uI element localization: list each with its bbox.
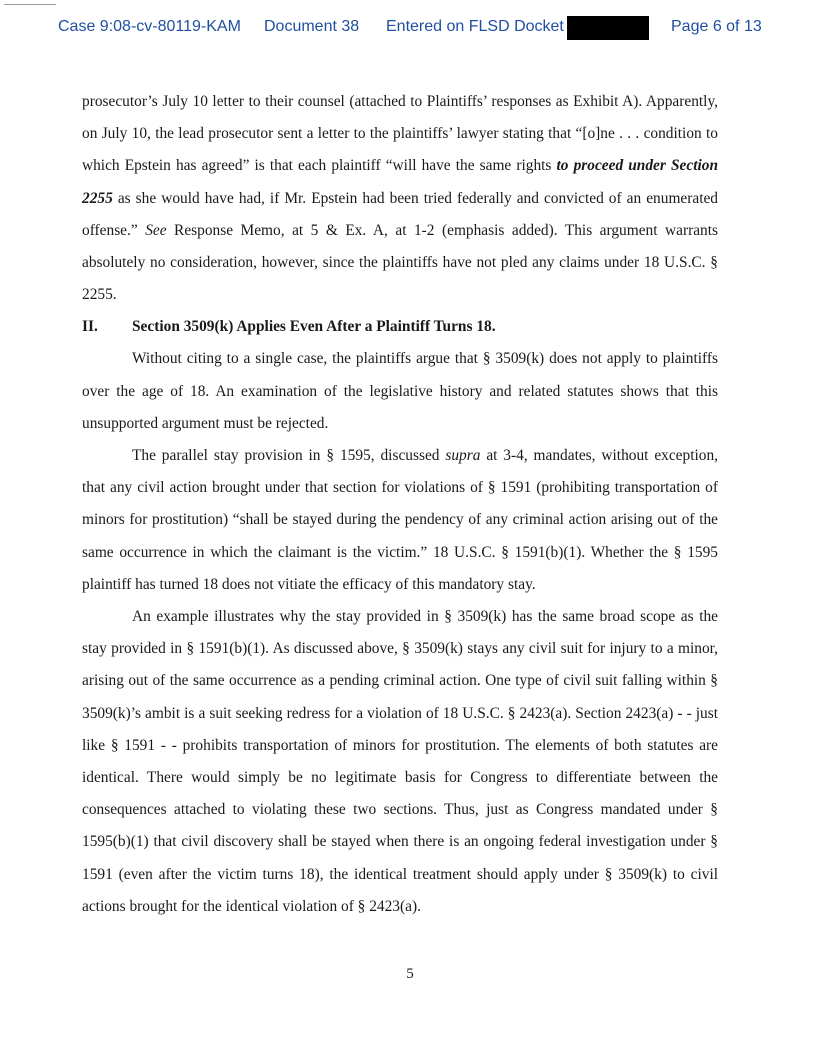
- paragraph-3-supra: supra: [445, 447, 481, 465]
- case-number: Case 9:08-cv-80119-KAM: [58, 18, 241, 35]
- paragraph-4: An example illustrates why the stay provided in § 3509(k) has the same broad scope as the stay provided in § 1591(b)(1). As discussed above, § 3509(k) stays any civil suit for injury to a minor, arising out of the same occurrence as a pending criminal action. One type of civil suit falling within § 3509(k)’s ambit is a suit seeking redress for a violation of 18 U.S.C. § 2423(a). Section 2423(a) - - just like § 1591 - - prohibits transportation of minors for prostitution. The elements of both statutes are identical. There would simply be no legitimate basis for Congress to differentiate between the consequences attached to violating these two sections. Thus, just as Congress mandated under § 1595(b)(1) that civil discovery shall be stayed when there is an ongoing federal investigation under § 1591 (even after the victim turns 18), the identical treatment should apply under § 3509(k) to civil actions brought for the identical violation of § 2423(a).: [82, 608, 718, 915]
- paragraph-3-text-a: The parallel stay provision in § 1595, discussed: [132, 447, 446, 465]
- paragraph-1-text-a: prosecutor’s July 10 letter to their counsel (attached to Plaintiffs’ responses as Exhibit A). Apparently, on July 10, the lead prosecutor sent a letter to the plaintiffs’ lawyer stating that “[o]ne . . . condition to which Epstein has agreed” is that each plaintiff “will have the same rights: [82, 93, 718, 175]
- paragraph-3: [82, 440, 718, 601]
- paragraph-1: [82, 86, 718, 311]
- paragraph-1-emphasis: to proceed under Section 2255: [82, 157, 719, 207]
- page-number: 5: [406, 966, 414, 982]
- paragraph-1-text-c: Response Memo, at 5 & Ex. A, at 1-2 (emphasis added). This argument warrants absolutely no consideration, however, since the plaintiffs have not pled any claims under 18 U.S.C. § 2255.: [82, 221, 719, 304]
- paragraph-1-text-b: as she would have had, if Mr. Epstein had been tried federally and convicted of an enumerated offense.”: [82, 189, 718, 239]
- document-number: Document 38: [264, 18, 360, 35]
- paragraph-2: Without citing to a single case, the plaintiffs argue that § 3509(k) does not apply to plaintiffs over the age of 18. An examination of the legislative history and related statutes shows that this unsupported argument must be rejected.: [82, 350, 718, 432]
- docket-header: [0, 16, 820, 40]
- scan-mark: [4, 4, 56, 5]
- docket-entry-label: Entered on FLSD Docket: [386, 18, 564, 35]
- section-heading-number: II.: [82, 318, 98, 336]
- section-heading: [82, 311, 718, 343]
- document-body: [82, 86, 718, 923]
- redaction-box: [567, 16, 649, 40]
- paragraph-1-see-signal: See: [145, 221, 167, 239]
- paragraph-3-text-b: at 3-4, mandates, without exception, that any civil action brought under that section for violations of § 1591 (prohibiting transportation of minors for prostitution) “shall be stayed during the pendency of any criminal action arising out of the same occurrence in which the claimant is the victim.” 18 U.S.C. § 1591(b)(1). Whether the § 1595 plaintiff has turned 18 does not vitiate the efficacy of this mandatory stay.: [82, 447, 718, 593]
- page-counter: Page 6 of 13: [671, 18, 762, 35]
- section-heading-text: Section 3509(k) Applies Even After a Plaintiff Turns 18.: [132, 318, 496, 336]
